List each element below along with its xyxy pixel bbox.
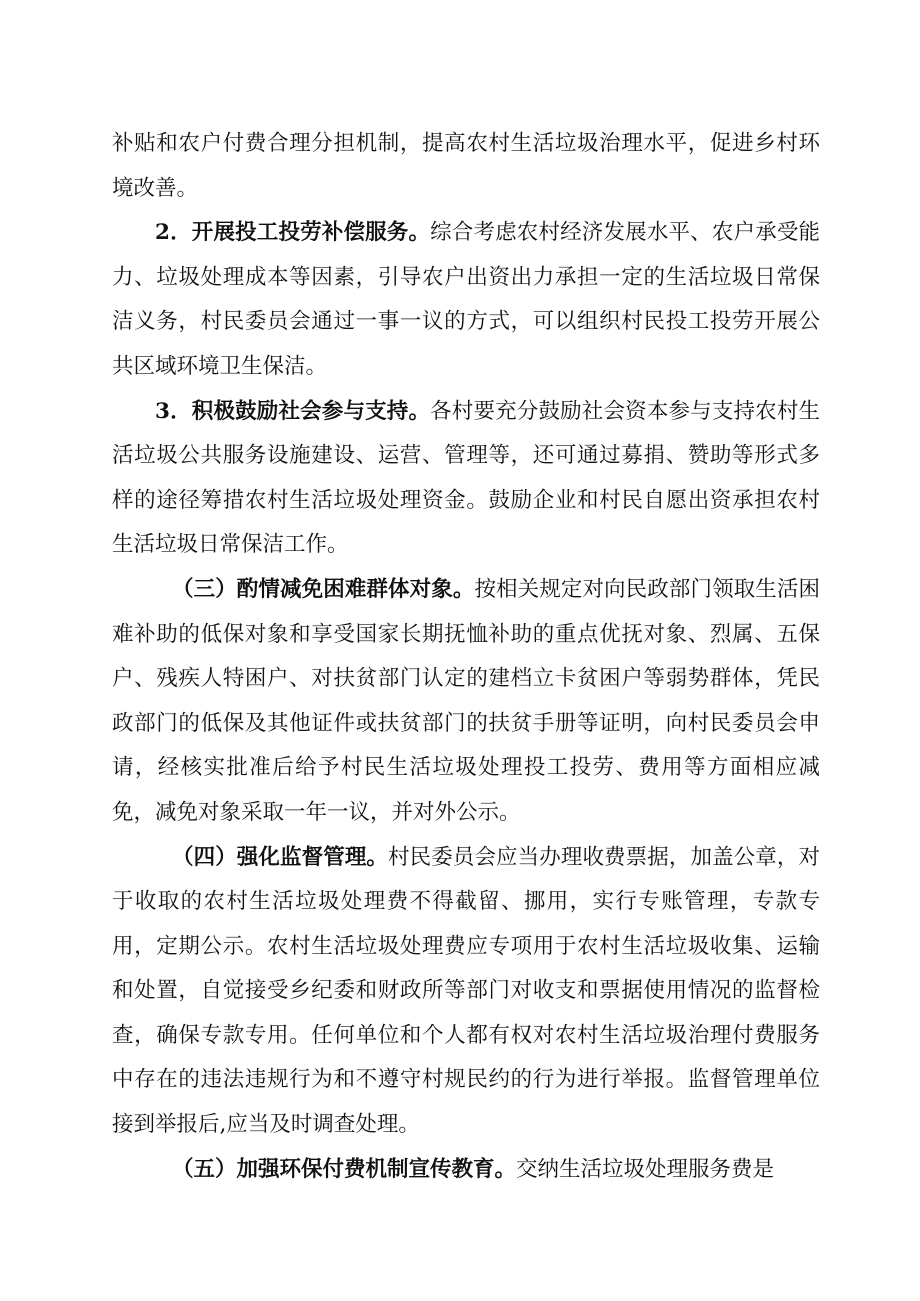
paragraph-fee-reduction: [112, 568, 820, 836]
paragraph-continuation: [112, 122, 820, 211]
paragraph-body: 补贴和农户付费合理分担机制，提高农村生活垃圾治理水平，促进乡村环境改善。: [112, 131, 820, 201]
paragraph-body: 交纳生活垃圾处理服务费是: [516, 1156, 775, 1182]
paragraph-heading: 2．开展投工投劳补偿服务。: [155, 220, 431, 246]
paragraph-publicity: [112, 1148, 820, 1193]
paragraph-heading: （三）酌情减免困难群体对象。: [172, 576, 475, 602]
paragraph-heading: （五）加强环保付费机制宣传教育。: [172, 1156, 517, 1182]
paragraph-body: 村民委员会应当办理收费票据，加盖公章，对于收取的农村生活垃圾处理费不得截留、挪用，实行专账管理，专款专用，定期公示。农村生活垃圾处理费应专项用于农村生活垃圾收集、运输和处置，自觉接受乡纪委和财政所等部门对收支和票据使用情况的监督检查，确保专款专用。任何单位和个人都有权对农村生活垃圾治理付费服务中存在的违法违规行为和不遵守村规民约的行为进行举报。监督管理单位接到举报后,应当及时调查处理。: [112, 844, 820, 1138]
paragraph-heading: （四）强化监督管理。: [172, 844, 389, 870]
document-body: [112, 122, 820, 1192]
paragraph-social-participation: [112, 390, 820, 568]
paragraph-body: 各村要充分鼓励社会资本参与支持农村生活垃圾公共服务设施建设、运营、管理等，还可通过募捐、赞助等形式多样的途径筹措农村生活垃圾处理资金。鼓励企业和村民自愿出资承担农村生活垃圾日常保洁工作。: [112, 398, 820, 558]
paragraph-supervision: [112, 836, 820, 1148]
paragraph-body: 按相关规定对向民政部门领取生活困难补助的低保对象和享受国家长期抚恤补助的重点优抚对象、烈属、五保户、残疾人特困户、对扶贫部门认定的建档立卡贫困户等弱势群体，凭民政部门的低保及其他证件或扶贫部门的扶贫手册等证明，向村民委员会申请，经核实批准后给予村民生活垃圾处理投工投劳、费用等方面相应减免，减免对象采取一年一议，并对外公示。: [112, 576, 820, 825]
paragraph-heading: 3．积极鼓励社会参与支持。: [155, 398, 431, 424]
paragraph-body: 综合考虑农村经济发展水平、农户承受能力、垃圾处理成本等因素，引导农户出资出力承担一定的生活垃圾日常保洁义务，村民委员会通过一事一议的方式，可以组织村民投工投劳开展公共区域环境卫生保洁。: [112, 220, 820, 379]
paragraph-investment-labor: [112, 211, 820, 389]
